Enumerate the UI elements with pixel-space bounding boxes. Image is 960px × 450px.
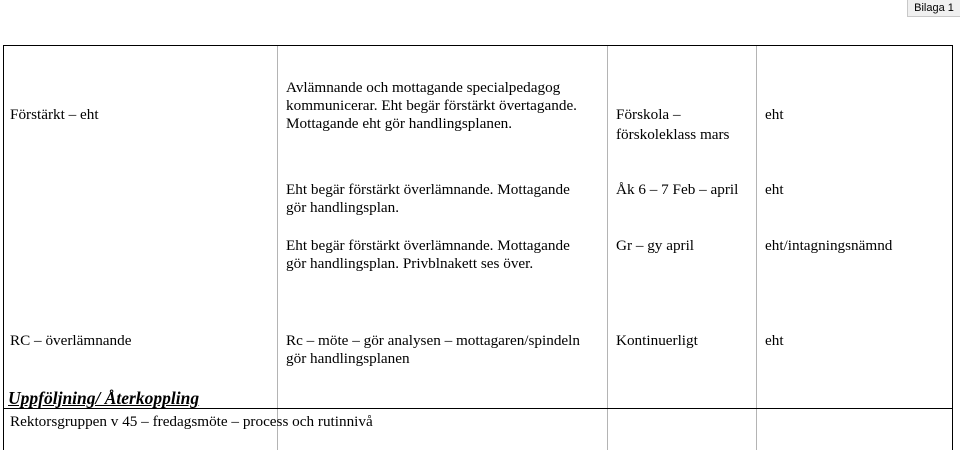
action-cell-line: Rc – möte – gör analysen – mottagaren/spindeln — [286, 332, 580, 349]
followup-text: Rektorsgruppen v 45 – fredagsmöte – process och rutinnivå — [10, 413, 373, 430]
action-cell-line: Eht begär förstärkt överlämnande. Mottagande — [286, 237, 570, 254]
action-cell-line: gör handlingsplan. — [286, 199, 400, 216]
time-cell-line: Förskola – — [616, 106, 681, 123]
time-cell: Kontinuerligt — [616, 332, 698, 349]
time-cell-line: Åk 6 – 7 Feb – april — [616, 181, 739, 198]
responsible-cell: eht — [765, 332, 784, 349]
responsible-cell: eht — [765, 106, 784, 123]
attachment-tab: Bilaga 1 — [907, 0, 960, 17]
row-label: RC – överlämnande — [10, 332, 132, 349]
time-cell-line: förskoleklass mars — [616, 126, 730, 143]
column-divider — [756, 46, 757, 450]
action-cell-line: Eht begär förstärkt överlämnande. Mottagande — [286, 181, 570, 198]
followup-heading: Uppföljning/ Återkoppling — [8, 388, 200, 408]
action-cell-line: Mottagande eht gör handlingsplanen. — [286, 115, 513, 132]
row-label: Förstärkt – eht — [10, 106, 99, 123]
column-divider — [607, 46, 608, 450]
column-divider — [277, 46, 278, 450]
action-cell-line: kommunicerar. Eht begär förstärkt övertagande. — [286, 97, 577, 114]
followup-divider — [3, 408, 953, 409]
responsible-cell: eht — [765, 181, 784, 198]
time-cell-line: Gr – gy april — [616, 237, 695, 254]
action-cell-line: Avlämnande och mottagande specialpedagog — [286, 79, 561, 96]
responsible-cell: eht/intagningsnämnd — [765, 237, 893, 254]
action-cell-line: gör handlingsplanen — [286, 350, 410, 367]
action-cell-line: gör handlingsplan. Privblnakett ses över. — [286, 255, 534, 272]
